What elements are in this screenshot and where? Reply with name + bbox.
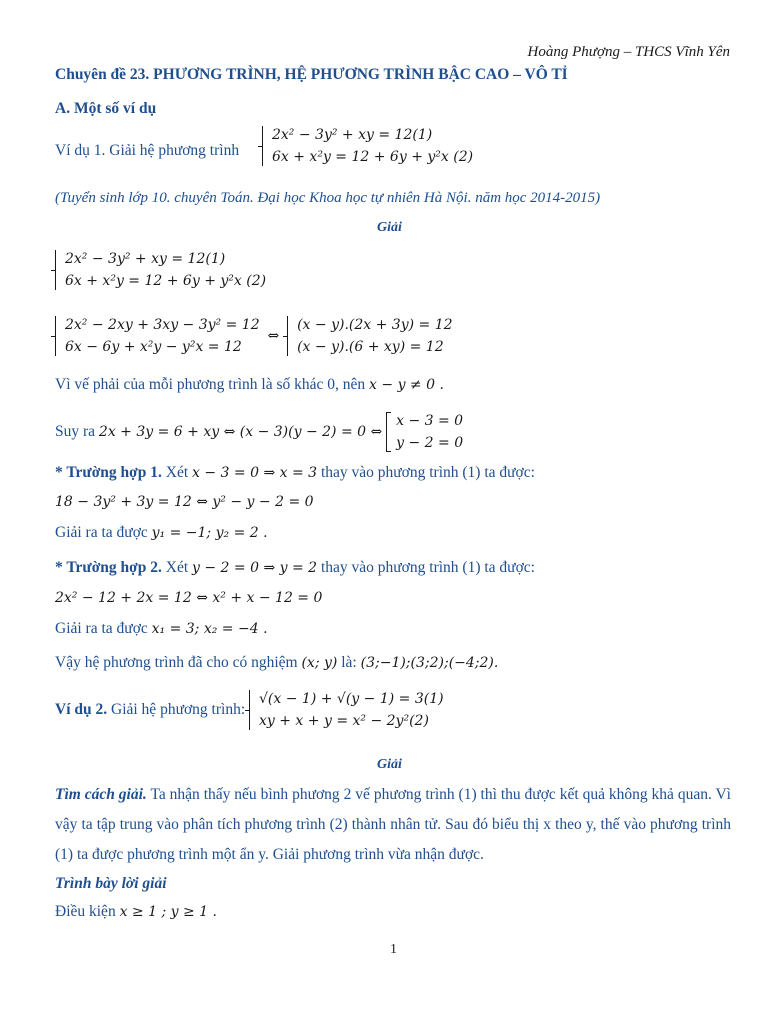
solution-approach: Tìm cách giải. Ta nhận thấy nếu bình phương 2 vế phương trình (1) thì thu được kết quả không khả quan. Vì vậy ta tập trung vào phân tích phương trình (2) thành nhân tử. Sau đó biểu thị x theo y, thế vào phương trình (1) ta được phương trình một ẩn y. Giải phương trình vừa nhận được. <box>55 786 731 863</box>
case-2-result: Giải ra ta được x₁ = 3; x₂ = −4 . <box>55 620 268 637</box>
equation-2: 6x + x²y = 12 + 6y + y²x (2) <box>272 149 474 165</box>
equation-1: 2x² − 3y² + xy = 12(1) <box>272 127 433 143</box>
example-1-source: (Tuyển sinh lớp 10. chuyên Toán. Đại học Khoa học tự nhiên Hà Nội. năm học 2014-2015) <box>55 190 601 206</box>
example-2-eq-2: xy + x + y = x² − 2y²(2) <box>259 713 429 729</box>
transformed-eq-1: 2x² − 2xy + 3xy − 3y² = 12 <box>65 317 260 333</box>
case-a: x − 3 = 0 <box>396 413 464 429</box>
restated-eq-2: 6x + x²y = 12 + 6y + y²x (2) <box>65 273 267 289</box>
case-b: y − 2 = 0 <box>396 435 464 451</box>
case-2-equation: 2x² − 12 + 2x = 12 ⇔ x² + x − 12 = 0 <box>55 590 323 606</box>
equivalence-symbol: ⇔ <box>267 328 280 344</box>
case-1-line: * Trường hợp 1. Xét x − 3 = 0 ⇒ x = 3 thay vào phương trình (1) ta được: <box>55 464 535 481</box>
factored-eq-2: (x − y).(6 + xy) = 12 <box>297 339 444 355</box>
solution-heading-1: Giải <box>377 220 402 235</box>
nonzero-statement: Vì vế phải của mỗi phương trình là số khác 0, nên x − y ≠ 0 . <box>55 376 444 393</box>
restated-eq-1: 2x² − 3y² + xy = 12(1) <box>65 251 226 267</box>
page-header-author: Hoàng Phượng – THCS Vĩnh Yên <box>527 44 730 60</box>
solution-heading-2: Giải <box>377 757 402 772</box>
deduction-line: Suy ra 2x + 3y = 6 + xy ⇔ (x − 3)(y − 2) = 0 ⇔ x − 3 = 0 y − 2 = 0 <box>55 410 463 454</box>
factored-eq-1: (x − y).(2x + 3y) = 12 <box>297 317 453 333</box>
example-1-title: Ví dụ 1. Giải hệ phương trình <box>55 142 240 159</box>
case-1-result: Giải ra ta được y₁ = −1; y₂ = 2 . <box>55 524 268 541</box>
restated-system <box>55 248 266 292</box>
example-2-line: Ví dụ 2. Giải hệ phương trình: √(x − 1) + √(y − 1) = 3(1) xy + x + y = x² − 2y²(2) <box>55 688 444 732</box>
presentation-heading: Trình bày lời giải <box>55 875 167 892</box>
case-2-line: * Trường hợp 2. Xét y − 2 = 0 ⇒ y = 2 thay vào phương trình (1) ta được: <box>55 559 535 576</box>
example-1-label <box>55 142 239 160</box>
example-1-system <box>262 124 473 168</box>
condition-line: Điều kiện x ≥ 1 ; y ≥ 1 . <box>55 903 217 920</box>
transformed-system <box>55 314 453 358</box>
section-heading: A. Một số ví dụ <box>55 100 157 117</box>
chapter-title: Chuyên đề 23. PHƯƠNG TRÌNH, HỆ PHƯƠNG TRÌNH BẬC CAO – VÔ TỈ <box>55 66 568 83</box>
example-2-title: Ví dụ 2. <box>55 701 108 718</box>
example-2-eq-1: √(x − 1) + √(y − 1) = 3(1) <box>259 691 444 707</box>
conclusion-line: Vậy hệ phương trình đã cho có nghiệm (x; y) là: (3;−1);(3;2);(−4;2). <box>55 654 499 671</box>
transformed-eq-2: 6x − 6y + x²y − y²x = 12 <box>65 339 242 355</box>
case-1-equation: 18 − 3y² + 3y = 12 ⇔ y² − y − 2 = 0 <box>55 494 314 510</box>
page-number: 1 <box>390 942 397 957</box>
